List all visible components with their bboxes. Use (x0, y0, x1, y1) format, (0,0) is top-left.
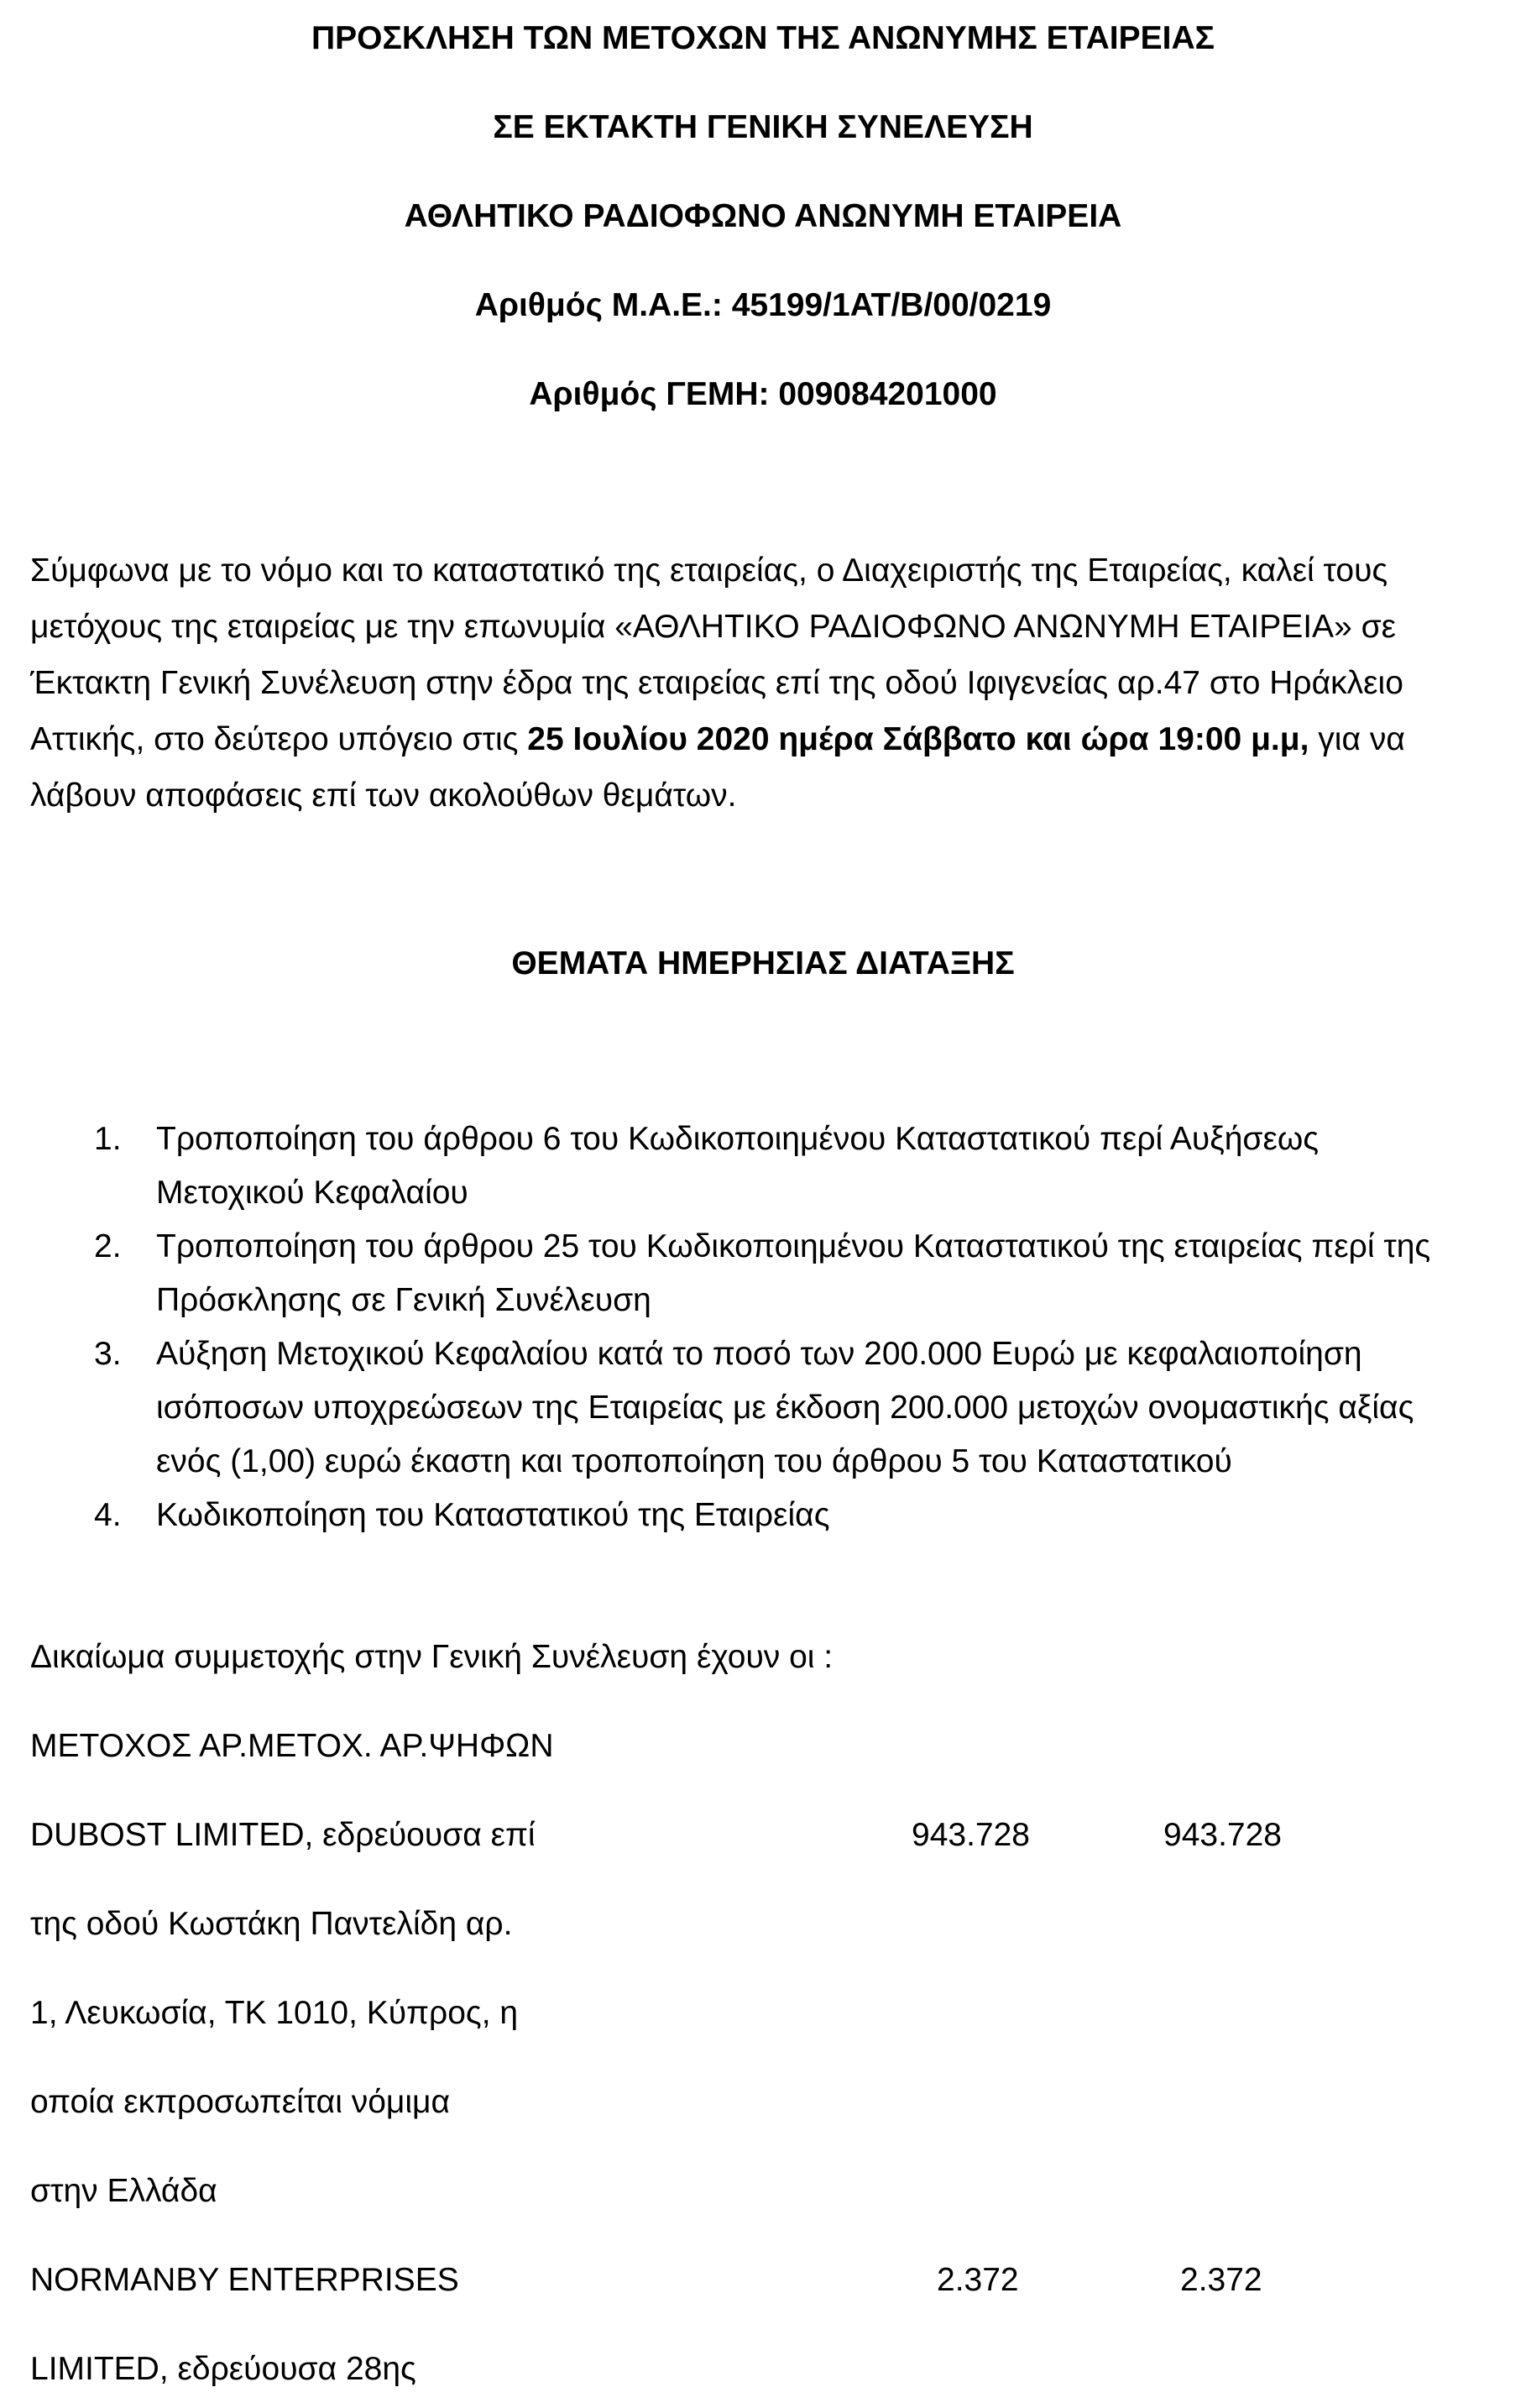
shareholder-shares: 943.728 (912, 1817, 1030, 1853)
agenda-item (0, 1220, 1474, 1327)
heading-company-name: ΑΘΛΗΤΙΚΟ ΡΑΔΙΟΦΩΝΟ ΑΝΩΝΥΜΗ ΕΤΑΙΡΕΙΑ (404, 198, 1122, 234)
shareholder-address-line: 1, Λευκωσία, ΤΚ 1010, Κύπρος, η (30, 1995, 519, 2031)
agenda-item-text: Τροποποίηση του άρθρου 25 του Κωδικοποιημένου Καταστατικού της εταιρείας περί της Πρόσκλησης σε Γενική Συνέλευση (156, 1228, 1431, 1318)
shareholder-name-line: LIMITED, εδρεύουσα 28ης (30, 2351, 416, 2387)
agenda-item-text: Κωδικοποίηση του Καταστατικού της Εταιρείας (156, 1497, 830, 1533)
agenda-item-number: 2. (94, 1228, 122, 1264)
shareholder-votes: 2.372 (1180, 2262, 1262, 2298)
heading-invitation: ΠΡΟΣΚΛΗΣΗ ΤΩΝ ΜΕΤΟΧΩΝ ΤΗΣ ΑΝΩΝΥΜΗΣ ΕΤΑΙΡΕΙΑΣ (311, 20, 1215, 56)
eligibility-text: Δικαίωμα συμμετοχής στην Γενική Συνέλευση έχουν οι : (30, 1639, 834, 1675)
heading-gemi-number: Αριθμός ΓΕΜΗ: 009084201000 (529, 376, 997, 412)
agenda-item-text: Τροποποίηση του άρθρου 6 του Κωδικοποιημένου Καταστατικού περί Αυξήσεως Μετοχικού Κεφαλαίου (156, 1121, 1320, 1211)
table-header: ΜΕΤΟΧΟΣ ΑΡ.ΜΕΤΟΧ. ΑΡ.ΨΗΦΩΝ (30, 1728, 554, 1764)
agenda-item-number: 4. (94, 1497, 122, 1533)
agenda-item (0, 1489, 1474, 1542)
shareholder-votes: 943.728 (1163, 1817, 1282, 1853)
shareholder-shares: 2.372 (937, 2262, 1019, 2298)
intro-text-end: για να λάβουν αποφάσεις επί των ακολούθων θεμάτων. (30, 721, 1405, 814)
agenda-item-number: 3. (94, 1336, 122, 1372)
agenda-item-number: 1. (94, 1121, 122, 1157)
intro-text: Σύμφωνα με το νόμο και το καταστατικό της εταιρείας, ο Διαχειριστής της Εταιρείας, καλεί τους μετόχους της εταιρείας με την επωνυμία «ΑΘΛΗΤΙΚΟ ΡΑΔΙΟΦΩΝΟ ΑΝΩΝΥΜΗ ΕΤΑΙΡΕΙΑ» σε Έκτακτη Γενική Συνέλευση στην έδρα της εταιρείας επί της οδού Ιφιγενείας αρ.47 στο Ηράκλειο Αττικής, στο δεύτερο υπόγειο στις (30, 552, 1403, 757)
shareholder-name-line: DUBOST LIMITED, εδρεύουσα επί (30, 1817, 536, 1853)
intro-paragraph (30, 542, 1491, 824)
heading-mae-number: Αριθμός Μ.Α.Ε.: 45199/1ΑΤ/Β/00/0219 (474, 287, 1052, 323)
agenda-item (0, 1327, 1474, 1489)
meeting-date-time: 25 Ιουλίου 2020 ημέρα Σάββατο και ώρα 19:00 μ.μ, (527, 721, 1309, 757)
shareholder-address-line: οποία εκπροσωπείται νόμιμα (30, 2084, 451, 2120)
agenda-list (0, 1112, 1526, 1542)
agenda-item-text: Αύξηση Μετοχικού Κεφαλαίου κατά το ποσό των 200.000 Ευρώ με κεφαλαιοποίηση ισόποσων υποχρεώσεων της Εταιρείας με έκδοση 200.000 μετοχών ονομαστικής αξίας ενός (1,00) ευρώ έκαστη και τροποποίηση του άρθρου 5 του Καταστατικού (156, 1336, 1414, 1479)
shareholder-address-line: στην Ελλάδα (30, 2173, 217, 2209)
agenda-title: ΘΕΜΑΤΑ ΗΜΕΡΗΣΙΑΣ ΔΙΑΤΑΞΗΣ (511, 945, 1015, 982)
heading-assembly: ΣΕ ΕΚΤΑΚΤΗ ΓΕΝΙΚΗ ΣΥΝΕΛΕΥΣΗ (493, 109, 1033, 145)
shareholder-name-line: NORMANBY ENTERPRISES (30, 2262, 459, 2298)
agenda-item (0, 1112, 1474, 1220)
shareholder-address-line: της οδού Κωστάκη Παντελίδη αρ. (30, 1906, 513, 1942)
